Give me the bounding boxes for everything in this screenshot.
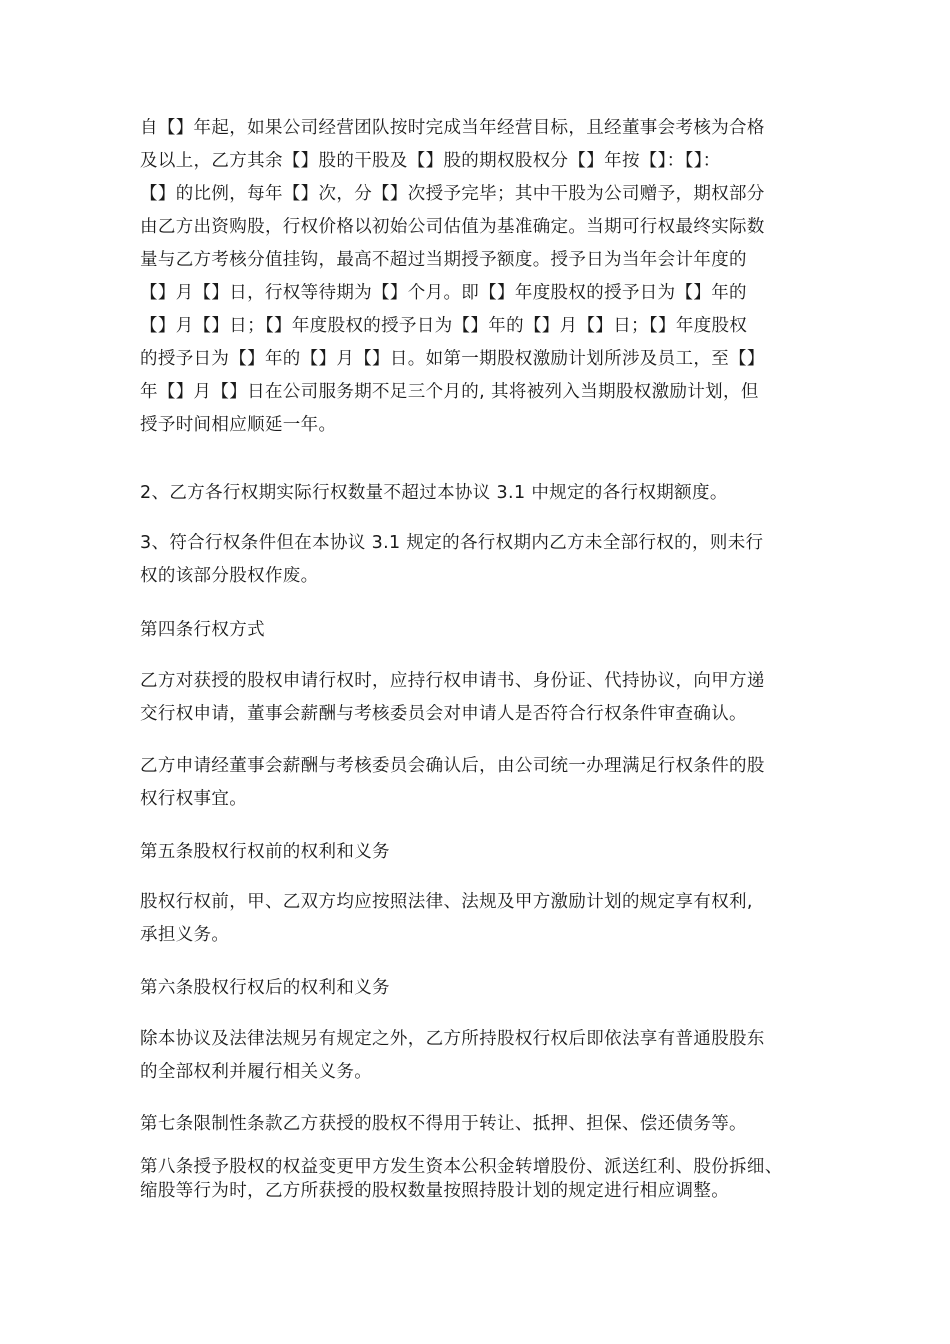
text-line: 授予时间相应顺延一年。 [140, 415, 337, 435]
section-heading: 第四条行权方式 [140, 620, 265, 640]
text-line: 量与乙方考核分值挂钩，最高不超过当期授予额度。授予日为当年会计年度的 [140, 250, 747, 270]
paragraph-clause-2 [140, 477, 820, 510]
text-line: 【】的比例，每年【】次，分【】次授予完毕；其中干股为公司赠予，期权部分 [140, 184, 765, 204]
heading-article-6 [140, 972, 820, 1005]
text-line: 缩股等行为时，乙方所获授的股权数量按照持股计划的规定进行相应调整。 [140, 1181, 730, 1201]
text-line: 交行权申请，董事会薪酬与考核委员会对申请人是否符合行权条件审查确认。 [140, 704, 747, 724]
paragraph-exercise-confirmation [140, 750, 820, 816]
text-line: 的全部权利并履行相关义务。 [140, 1062, 373, 1082]
paragraph-article-7 [140, 1108, 820, 1141]
text-line: 第七条限制性条款乙方获授的股权不得用于转让、抵押、担保、偿还债务等。 [140, 1114, 747, 1134]
text-line: 3、符合行权条件但在本协议 3.1 规定的各行权期内乙方未全部行权的，则未行 [140, 533, 764, 553]
text-line: 由乙方出资购股，行权价格以初始公司估值为基准确定。当期可行权最终实际数 [140, 217, 765, 237]
text-line: 乙方对获授的股权申请行权时，应持行权申请书、身份证、代持协议，向甲方递 [140, 671, 765, 691]
paragraph-vesting-schedule [140, 112, 820, 442]
text-line: 年【】月【】日在公司服务期不足三个月的, 其将被列入当期股权激励计划，但 [140, 382, 759, 402]
text-line: 【】月【】日，行权等待期为【】个月。即【】年度股权的授予日为【】年的 [140, 283, 747, 303]
text-line: 2、乙方各行权期实际行权数量不超过本协议 3.1 中规定的各行权期额度。 [140, 483, 728, 503]
paragraph-exercise-method [140, 665, 820, 731]
section-heading: 第五条股权行权前的权利和义务 [140, 842, 390, 862]
text-line: 乙方申请经董事会薪酬与考核委员会确认后，由公司统一办理满足行权条件的股 [140, 756, 765, 776]
paragraph-rights-before-exercise [140, 886, 820, 952]
heading-article-4 [140, 614, 820, 647]
heading-article-5 [140, 836, 820, 869]
text-line: 股权行权前，甲、乙双方均应按照法律、法规及甲方激励计划的规定享有权利, [140, 892, 753, 912]
text-line: 及以上，乙方其余【】股的干股及【】股的期权股权分【】年按【】：【】： [140, 151, 721, 171]
paragraph-clause-3 [140, 527, 820, 593]
paragraph-rights-after-exercise [140, 1023, 820, 1089]
text-line: 除本协议及法律法规另有规定之外，乙方所持股权行权后即依法享有普通股股东 [140, 1029, 765, 1049]
text-line: 自【】年起，如果公司经营团队按时完成当年经营目标，且经董事会考核为合格 [140, 118, 765, 138]
text-line: 权行权事宜。 [140, 789, 248, 809]
paragraph-article-8 [140, 1155, 820, 1203]
text-line: 权的该部分股权作废。 [140, 566, 319, 586]
text-line: 第八条授予股权的权益变更甲方发生资本公积金转增股份、派送红利、股份拆细、 [140, 1157, 783, 1177]
text-line: 承担义务。 [140, 925, 230, 945]
section-heading: 第六条股权行权后的权利和义务 [140, 978, 390, 998]
text-line: 的授予日为【】年的【】月【】日。如第一期股权激励计划所涉及员工，至【】 [140, 349, 765, 369]
text-line: 【】月【】日；【】年度股权的授予日为【】年的【】月【】日；【】年度股权 [140, 316, 748, 336]
